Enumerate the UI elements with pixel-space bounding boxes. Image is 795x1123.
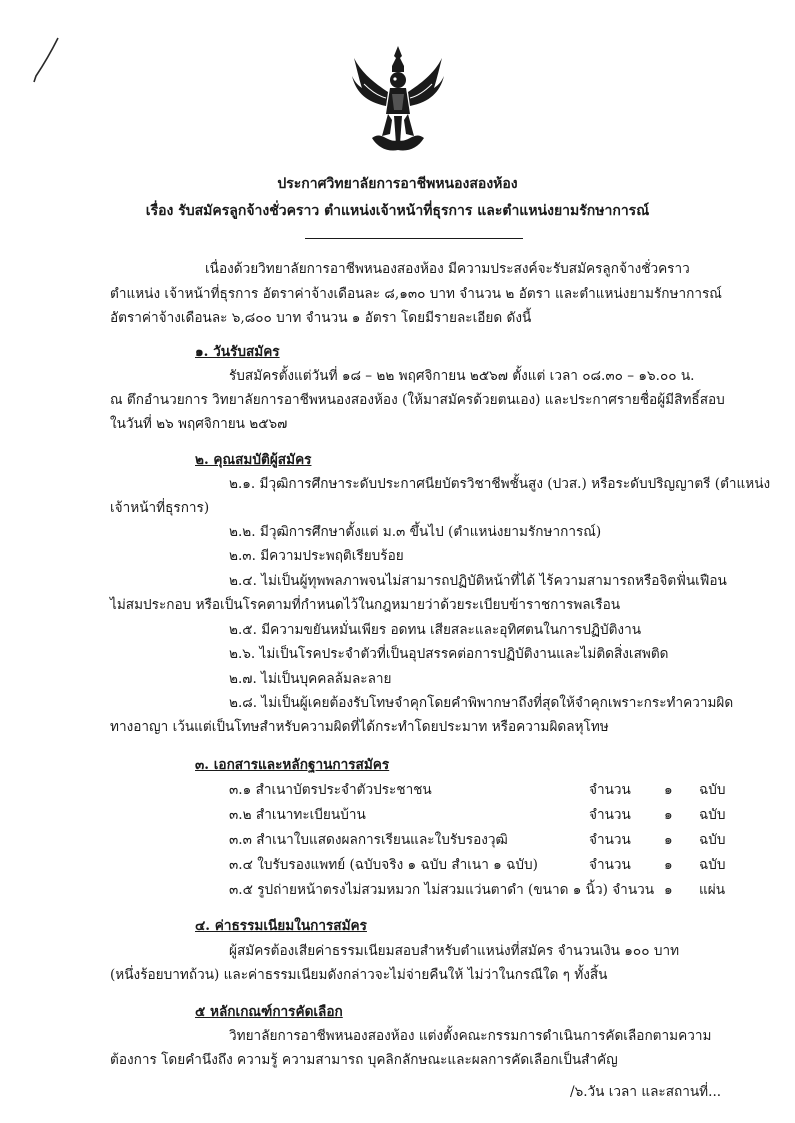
document-unit: ฉบับ [699, 782, 726, 798]
document-unit: ฉบับ [699, 857, 726, 873]
section-1-line: รับสมัครตั้งแต่วันที่ ๑๘ – ๒๒ พฤศจิกายน ๒๕๖๗ ตั้งแต่ เวลา ๐๘.๓๐ – ๑๖.๐๐ น. [229, 368, 695, 384]
qualification-line: ทางอาญา เว้นแต่เป็นโทษสำหรับความผิดที่ได้กระทำโดยประมาท หรือความผิดลหุโทษ [110, 719, 609, 735]
document-amount-label: จำนวน [589, 782, 631, 798]
section-5-heading: ๕ หลักเกณฑ์การคัดเลือก [195, 1004, 343, 1020]
document-label: ๓.๒ สำเนาทะเบียนบ้าน [229, 807, 366, 823]
qualification-line: ไม่สมประกอบ หรือเป็นโรคตามที่กำหนดไว้ในกฎหมายว่าด้วยระเบียบข้าราชการพลเรือน [110, 597, 621, 613]
document-count: ๑ [664, 857, 673, 873]
document-label: ๓.๔ ใบรับรองแพทย์ (ฉบับจริง ๑ ฉบับ สำเนา ๑ ฉบับ) [229, 857, 538, 873]
document-row [229, 829, 729, 851]
qualification-line: ๒.๗. ไม่เป็นบุคคลล้มละลาย [229, 671, 392, 687]
selection-line: วิทยาลัยการอาชีพหนองสองห้อง แต่งตั้งคณะกรรมการดำเนินการคัดเลือกตามความ [229, 1028, 712, 1044]
section-3-heading: ๓. เอกสารและหลักฐานการสมัคร [195, 757, 390, 773]
document-count: ๑ [664, 882, 673, 898]
qualification-line: ๒.๓. มีความประพฤติเรียบร้อย [229, 548, 404, 564]
qualification-line: ๒.๘. ไม่เป็นผู้เคยต้องรับโทษจำคุกโดยคำพิพากษาถึงที่สุดให้จำคุกเพราะกระทำความผิด [229, 695, 734, 711]
document-label: ๓.๓ สำเนาใบแสดงผลการเรียนและใบรับรองวุฒิ [229, 832, 508, 848]
garuda-emblem-icon [352, 44, 444, 156]
announcement-title: ประกาศวิทยาลัยการอาชีพหนองสองห้อง [277, 176, 518, 192]
document-amount-label: จำนวน [589, 832, 631, 848]
pen-mark-icon [28, 36, 62, 84]
document-unit: ฉบับ [699, 807, 726, 823]
selection-line: ต้องการ โดยคำนึงถึง ความรู้ ความสามารถ บุคลิกลักษณะและผลการคัดเลือกเป็นสำคัญ [110, 1052, 618, 1068]
document-label: ๓.๕ รูปถ่ายหน้าตรงไม่สวมหมวก ไม่สวมแว่นตาดำ (ขนาด ๑ นิ้ว) จำนวน [229, 882, 655, 898]
document-row [229, 779, 729, 801]
intro-line: เนื่องด้วยวิทยาลัยการอาชีพหนองสองห้อง มีความประสงค์จะรับสมัครลูกจ้างชั่วคราว [205, 261, 690, 277]
section-1-heading: ๑. วันรับสมัคร [195, 344, 280, 360]
document-label: ๓.๑ สำเนาบัตรประจำตัวประชาชน [229, 782, 432, 798]
document-unit: ฉบับ [699, 832, 726, 848]
qualification-line: ๒.๒. มีวุฒิการศึกษาตั้งแต่ ม.๓ ขึ้นไป (ตำแหน่งยามรักษาการณ์) [229, 524, 602, 540]
document-count: ๑ [664, 832, 673, 848]
section-1-line: ณ ตึกอำนวยการ วิทยาลัยการอาชีพหนองสองห้อง (ให้มาสมัครด้วยตนเอง) และประกาศรายชื่อผู้มีสิทธิ์สอบ [110, 392, 725, 408]
intro-line: อัตราค่าจ้างเดือนละ ๖,๘๐๐ บาท จำนวน ๑ อัตรา โดยมีรายละเอียด ดังนี้ [110, 310, 532, 326]
section-2-heading: ๒. คุณสมบัติผู้สมัคร [195, 452, 312, 468]
section-1-line: ในวันที่ ๒๖ พฤศจิกายน ๒๕๖๗ [110, 416, 288, 432]
intro-line: ตำแหน่ง เจ้าหน้าที่ธุรการ อัตราค่าจ้างเดือนละ ๘,๑๓๐ บาท จำนวน ๒ อัตรา และตำแหน่งยามรักษาการณ์ [110, 286, 722, 302]
continuation-note: /๖.วัน เวลา และสถานที่... [570, 1084, 722, 1100]
section-4-heading: ๔. ค่าธรรมเนียมในการสมัคร [195, 918, 367, 934]
document-amount-label: จำนวน [589, 807, 631, 823]
document-row [229, 804, 729, 826]
announcement-subject: เรื่อง รับสมัครลูกจ้างชั่วคราว ตำแหน่งเจ้าหน้าที่ธุรการ และตำแหน่งยามรักษาการณ์ [145, 203, 650, 219]
document-count: ๑ [664, 782, 673, 798]
document-amount-label: จำนวน [589, 857, 631, 873]
qualification-line: เจ้าหน้าที่ธุรการ) [110, 500, 210, 516]
header-divider [305, 238, 523, 239]
fee-line: ผู้สมัครต้องเสียค่าธรรมเนียมสอบสำหรับตำแหน่งที่สมัคร จำนวนเงิน ๑๐๐ บาท [229, 943, 680, 959]
qualification-line: ๒.๕. มีความขยันหมั่นเพียร อดทน เสียสละและอุทิศตนในการปฏิบัติงาน [229, 622, 641, 638]
fee-line: (หนึ่งร้อยบาทถ้วน) และค่าธรรมเนียมดังกล่าวจะไม่จ่ายคืนให้ ไม่ว่าในกรณีใด ๆ ทั้งสิ้น [110, 967, 608, 983]
document-count: ๑ [664, 807, 673, 823]
document-unit: แผ่น [699, 882, 726, 898]
document-row [229, 879, 729, 901]
qualification-line: ๒.๑. มีวุฒิการศึกษาระดับประกาศนียบัตรวิชาชีพชั้นสูง (ปวส.) หรือระดับปริญญาตรี (ตำแหน่ง [229, 476, 771, 492]
document-row [229, 854, 729, 876]
qualification-line: ๒.๖. ไม่เป็นโรคประจำตัวที่เป็นอุปสรรคต่อการปฏิบัติงานและไม่ติดสิ่งเสพติด [229, 646, 669, 662]
qualification-line: ๒.๔. ไม่เป็นผู้ทุพพลภาพจนไม่สามารถปฏิบัติหน้าที่ได้ ไร้ความสามารถหรือจิตฟั่นเฟือน [229, 573, 727, 589]
